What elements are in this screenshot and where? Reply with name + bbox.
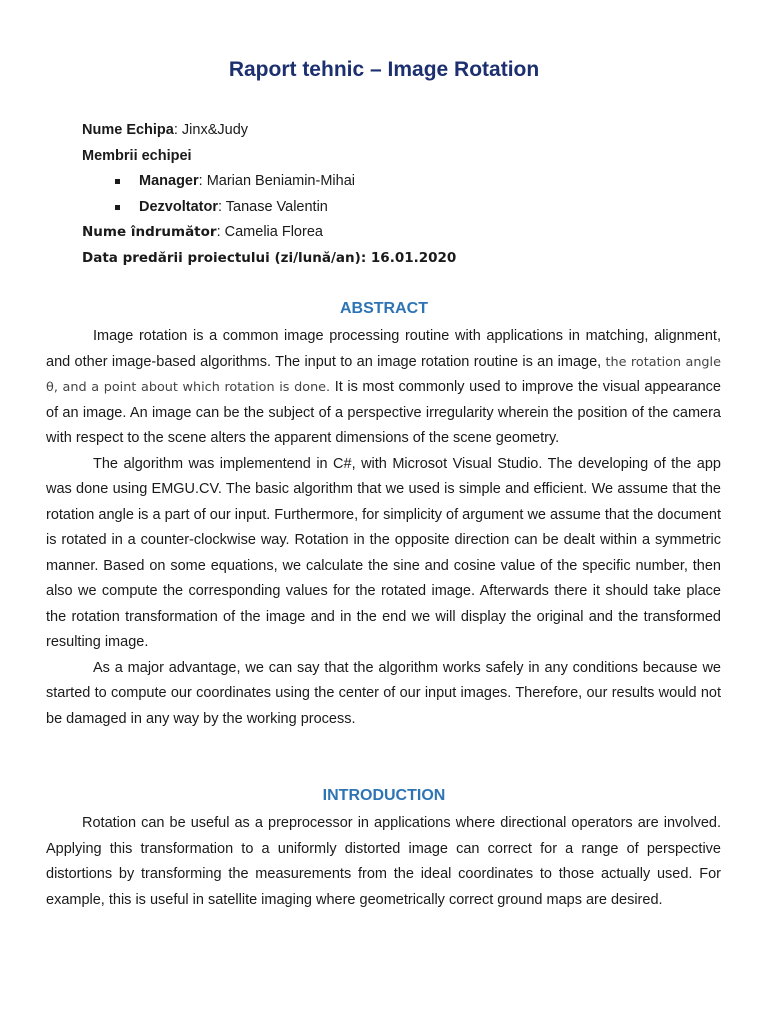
team-name-value: : Jinx&Judy [173,122,249,138]
square-bullet-icon [115,179,120,184]
advisor-label: Nume îndrumător [82,224,217,240]
delivery-date: Data predării proiectului (zi/lună/an): 16.01.2020 [82,249,457,266]
abstract-text: It is most commonly used to improve the visual appearance of an image. An image can be the subject of a perspective irregularity wherein the position of the camera with respect to the scene alters the apparent dimensions of the scene geometry. [46,379,722,446]
member-role: Dezvoltator [139,198,218,215]
introduction-heading: INTRODUCTION [322,787,446,804]
abstract-text: Image rotation is a common image processing routine with applications in matching, alignment, and other image-based algorithms. The input to an image rotation routine is an image, [46,328,721,370]
abstract-paragraph: The algorithm was implementend in C#, with Microsot Visual Studio. The developing of the app was done using EMGU.CV. The basic algorithm that we used is simple and efficient. We assume that the rotation angle is a part of our input. Furthermore, for simplicity of argument we assume that the document is rotated in a counter-clockwise way. Rotation in the opposite direction can be dealt within a symmetric manner. Based on some equations, we calculate the sine and cosine value of the specific number, then also we compute the corresponding values for the rotated image. Afterwards there it should take place the rotation transformation of the image and in the end we will display the original and the transformed resulting image. [46,455,721,650]
team-name-row [82,118,702,144]
team-info [82,118,702,271]
team-name-label: Nume Echipa [82,122,174,138]
introduction-body [46,811,721,913]
abstract-heading: ABSTRACT [340,300,428,317]
abstract-text-highlight: the rotation angle θ, and a point about which rotation is done. [46,354,721,395]
advisor-value: : Camelia Florea [216,224,323,240]
member-role: Manager [139,173,199,189]
abstract-paragraph: As a major advantage, we can say that the algorithm works safely in any conditions because we started to compute our coordinates using the center of our input images. Therefore, our results would not be damaged in any way by the working process. [46,659,721,727]
team-member-manager [115,169,702,195]
abstract-paragraph [46,324,721,452]
member-name: : Marian Beniamin-Mihai [198,173,355,189]
advisor-row [82,220,702,246]
introduction-paragraph: Rotation can be useful as a preprocessor in applications where directional operators are involved. Applying this transformation to a uniformly distorted image can correct for a range of perspective distortions by transforming the measurements from the ideal coordinates to those actually used. For example, this is useful in satellite imaging where geometrically correct ground maps are desired. [46,815,721,908]
abstract-body [46,324,721,732]
document-title: Raport tehnic – Image Rotation [228,58,540,81]
square-bullet-icon [115,205,120,210]
team-members-label: Membrii echipei [82,147,192,164]
team-member-developer [115,195,702,221]
member-name: : Tanase Valentin [217,198,328,215]
team-members-list [82,169,702,220]
